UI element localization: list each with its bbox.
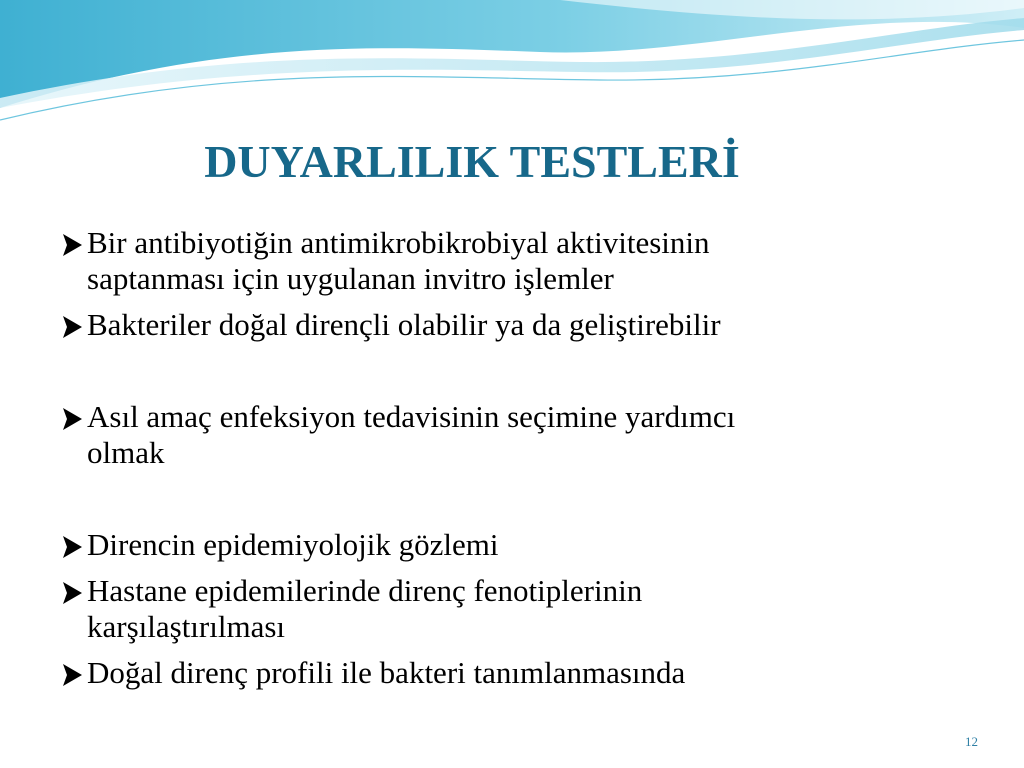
- bullet-text-line2: karşılaştırılması: [87, 609, 286, 644]
- bullet-list: [60, 225, 960, 691]
- bullet-text-line1: Bir antibiyotiğin antimikrobikrobiyal aktivitesinin: [87, 225, 710, 260]
- arrow-bullet-icon: [60, 225, 87, 261]
- bullet-text-line1: Asıl amaç enfeksiyon tedavisinin seçimine yardımcı: [87, 399, 736, 434]
- arrow-bullet-icon: [60, 655, 87, 691]
- bullet-text-line1: Direncin epidemiyolojik gözlemi: [87, 527, 499, 562]
- bullet-item: [60, 307, 960, 343]
- bullet-text-line2: saptanması için uygulanan invitro işlemler: [87, 261, 614, 296]
- page-number: 12: [965, 734, 978, 749]
- arrow-bullet-icon: [60, 527, 87, 563]
- bullet-item: [60, 225, 960, 297]
- slide-title: DUYARLILIK TESTLERİ: [204, 136, 740, 187]
- bullet-text-line2: olmak: [87, 435, 165, 470]
- bullet-item: [60, 527, 960, 563]
- arrow-bullet-icon: [60, 307, 87, 343]
- arrow-bullet-icon: [60, 399, 87, 435]
- bullet-item: [60, 573, 960, 645]
- arrow-bullet-icon: [60, 573, 87, 609]
- header-wave-decoration: [0, 0, 1024, 150]
- bullet-item: [60, 399, 960, 471]
- bullet-text-line1: Doğal direnç profili ile bakteri tanımlanmasında: [87, 655, 686, 690]
- bullet-text-line1: Bakteriler doğal dirençli olabilir ya da geliştirebilir: [87, 307, 721, 342]
- bullet-item: [60, 655, 960, 691]
- bullet-text-line1: Hastane epidemilerinde direnç fenotiplerinin: [87, 573, 643, 608]
